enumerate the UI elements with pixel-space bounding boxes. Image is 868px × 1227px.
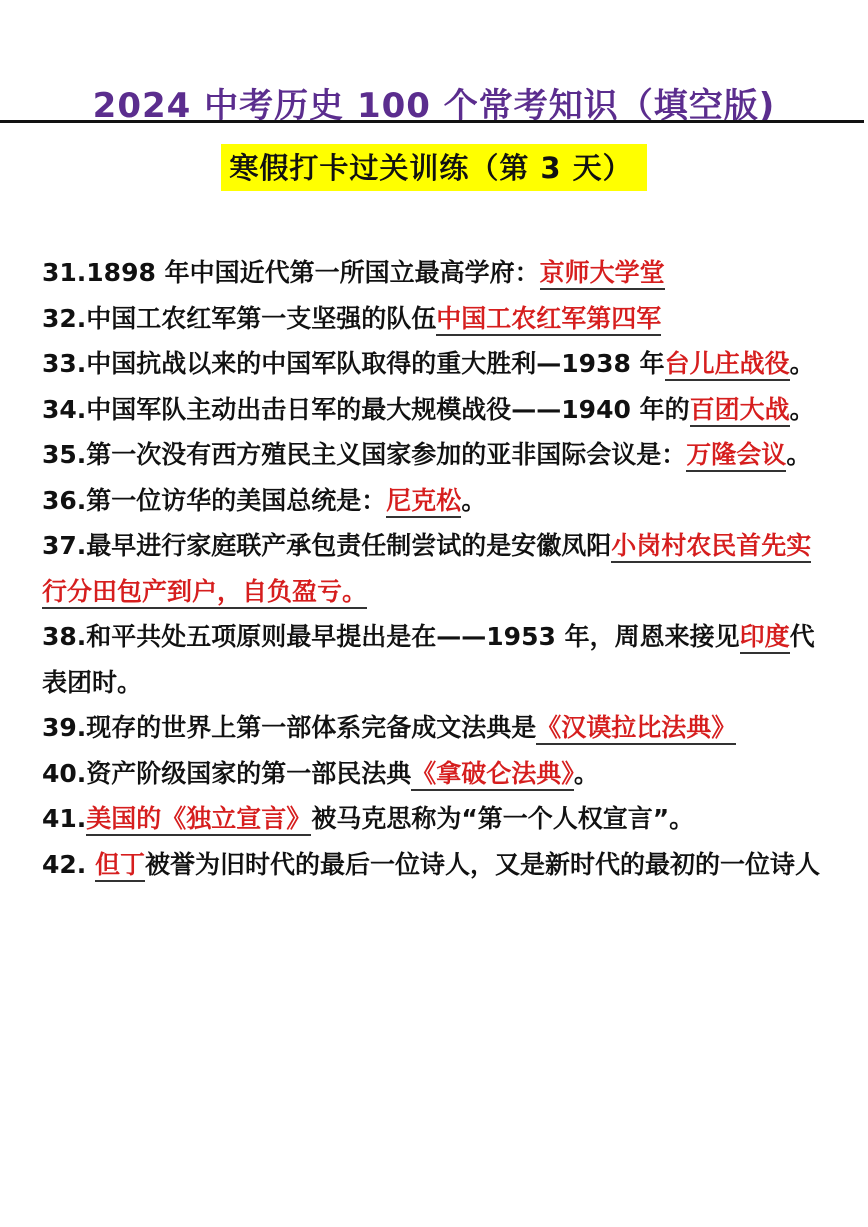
answer-text: 台儿庄战役 <box>665 349 790 381</box>
question-item-37 <box>42 523 822 614</box>
question-item-40 <box>42 751 822 797</box>
question-item-31 <box>42 250 822 296</box>
question-text: 36.第一位访华的美国总统是： <box>42 485 387 515</box>
answer-text: 尼克松 <box>386 486 461 518</box>
question-suffix: 。 <box>789 349 815 378</box>
question-text: 39.现存的世界上第一部体系完备成文法典是 <box>42 713 537 742</box>
question-list <box>42 250 822 887</box>
question-text: 38.和平共处五项原则最早提出是在——1953 年，周恩来接见 <box>42 622 740 651</box>
question-item-36 <box>42 478 822 524</box>
question-item-39 <box>42 705 822 751</box>
question-text: 35.第一次没有西方殖民主义国家参加的亚非国际会议是： <box>42 440 687 469</box>
question-suffix: 被马克思称为“第一个人权宣言”。 <box>311 804 695 833</box>
page-title: 2024 中考历史 100 个常考知识（填空版) <box>92 86 776 126</box>
answer-text: 小岗村农民首先实行分田包产到户，自负盈亏。 <box>42 531 811 609</box>
answer-text: 印度 <box>740 622 790 654</box>
question-suffix: 。 <box>573 758 599 788</box>
question-item-33 <box>42 341 822 387</box>
answer-text: 京师大学堂 <box>540 258 665 290</box>
answer-text: 中国工农红军第四军 <box>436 304 661 336</box>
title-divider <box>0 120 864 123</box>
question-item-38 <box>42 614 822 705</box>
question-suffix: 。 <box>461 485 487 515</box>
question-suffix: 。 <box>786 440 812 469</box>
answer-text: 《汉谟拉比法典》 <box>536 713 736 745</box>
question-item-42 <box>42 842 822 888</box>
question-suffix: 代表团时。 <box>42 622 815 697</box>
question-text: 33.中国抗战以来的中国军队取得的重大胜利—1938 年 <box>42 349 665 378</box>
question-text: 40.资产阶级国家的第一部民法典 <box>42 758 412 788</box>
question-item-35 <box>42 432 822 478</box>
question-text: 41. <box>42 804 87 833</box>
question-suffix: 。 <box>789 394 815 424</box>
question-item-32 <box>42 296 822 342</box>
question-text: 32.中国工农红军第一支坚强的队伍 <box>42 303 437 333</box>
answer-text: 百团大战 <box>690 395 790 427</box>
answer-text: 万隆会议 <box>686 440 786 472</box>
page-subtitle: 寒假打卡过关训练（第 3 天） <box>221 144 646 191</box>
question-item-41 <box>42 796 822 842</box>
subtitle-container <box>0 144 868 191</box>
question-text: 42. <box>42 849 95 879</box>
question-text: 31.1898 年中国近代第一所国立最高学府： <box>42 258 540 287</box>
answer-text: 《拿破仑法典》 <box>411 759 574 791</box>
answer-text: 美国的《独立宣言》 <box>86 804 311 836</box>
question-text: 37.最早进行家庭联产承包责任制尝试的是安徽凤阳 <box>42 531 612 560</box>
question-item-34 <box>42 387 822 433</box>
answer-text: 但丁 <box>95 850 145 882</box>
question-text: 34.中国军队主动出击日军的最大规模战役——1940 年的 <box>42 394 690 424</box>
question-suffix: 被誉为旧时代的最后一位诗人，又是新时代的最初的一位诗人 <box>145 849 821 879</box>
